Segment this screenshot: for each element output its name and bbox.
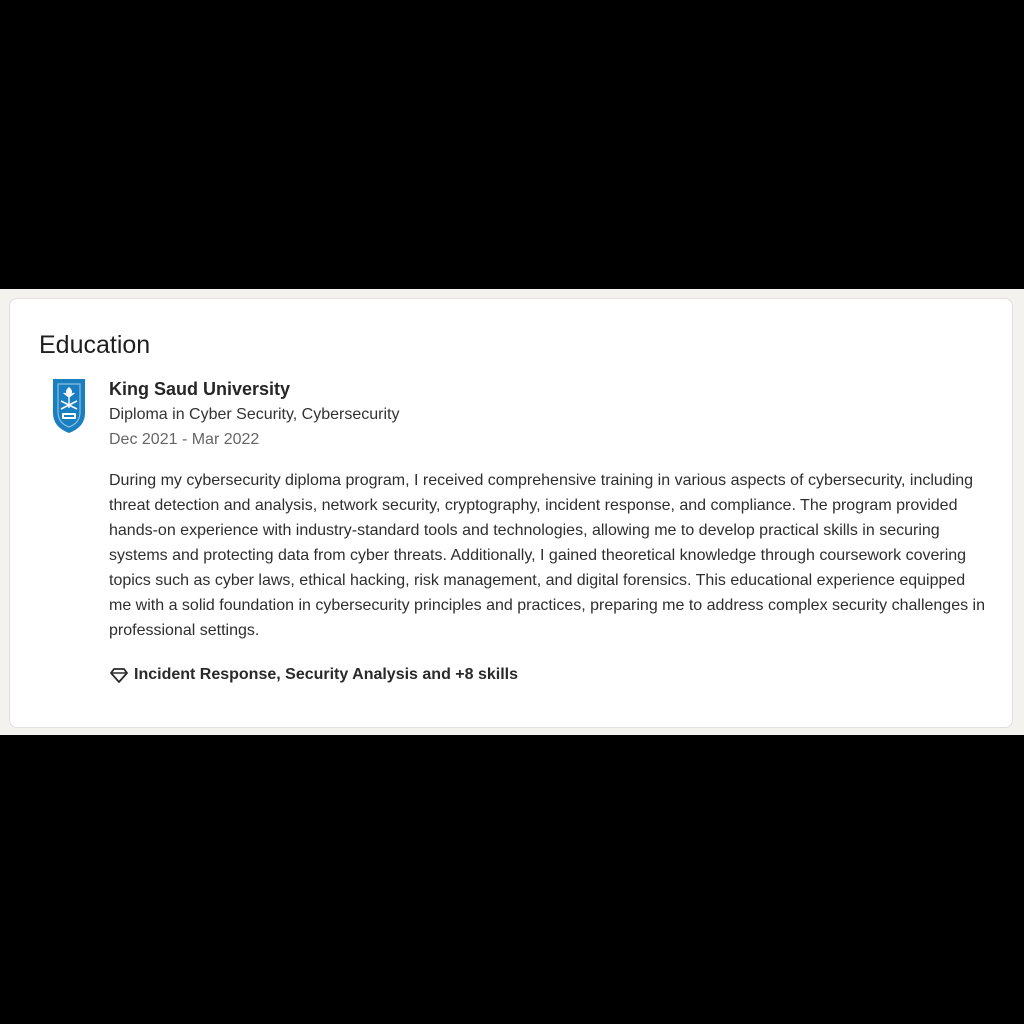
school-name[interactable]: King Saud University	[109, 379, 291, 399]
skills-text: Incident Response, Security Analysis and +8 skills	[134, 666, 518, 683]
education-card	[9, 298, 1013, 728]
description: During my cybersecurity diploma program, I received comprehensive training in various aspects of cybersecurity, including threat detection and analysis, network security, cryptography, incident response, and compliance. The program provided hands-on experience with industry-standard tools and technologies, allowing me to develop practical skills in securing systems and protecting data from cyber threats. Additionally, I gained theoretical knowledge through coursework covering topics such as cyber laws, ethical hacking, risk management, and digital forensics. This educational experience equipped me with a solid foundation in cybersecurity principles and practices, preparing me to address complex security challenges in professional settings.	[109, 472, 985, 639]
degree: Diploma in Cyber Security, Cybersecurity	[109, 406, 400, 423]
section-title: Education	[39, 331, 151, 359]
education-entry	[109, 377, 989, 686]
school-logo[interactable]	[50, 375, 88, 435]
skills-link[interactable]	[109, 664, 989, 686]
diamond-icon	[109, 665, 129, 685]
university-shield-icon	[50, 375, 88, 435]
date-range: Dec 2021 - Mar 2022	[109, 431, 260, 448]
